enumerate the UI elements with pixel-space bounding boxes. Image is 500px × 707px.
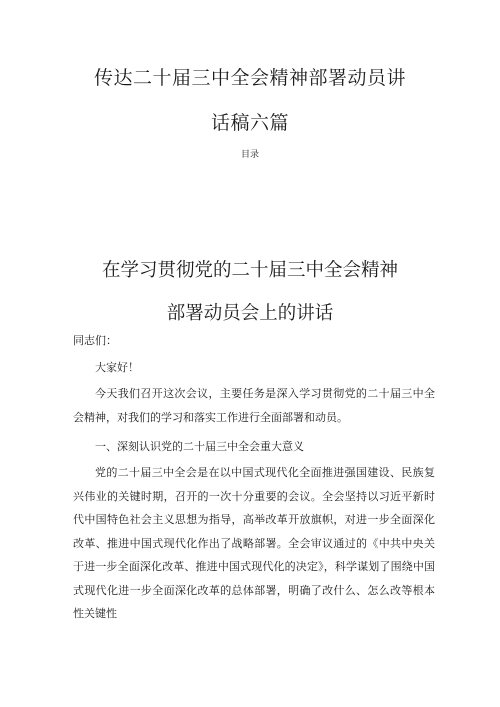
greeting: 大家好！ bbox=[95, 361, 139, 374]
document-title-line-1: 传达二十届三中全会精神部署动员讲 bbox=[93, 67, 406, 89]
speech-title-line-2: 部署动员会上的讲话 bbox=[166, 303, 334, 324]
document-title-line-2: 话稿六篇 bbox=[210, 112, 289, 134]
toc-label: 目录 bbox=[240, 150, 259, 160]
salutation: 同志们： bbox=[73, 334, 117, 347]
section-heading-1: 一、深刻认识党的二十届三中全会重大意义 bbox=[95, 440, 304, 453]
paragraph-significance: 党的二十届三中全会是在以中国式现代化全面推进强国建设、民族复兴伟业的关键时期，召开的一次十分重要的会议。全会坚持以习近平新时代中国特色社会主义思想为指导，高举改革开放旗帜，对进一步全面深化改革、推进中国式现代化作出了战略部署。全会审议通过的《中共中央关于进一步全面深化改革、推进中国式现代化的决定》，科学谋划了围绕中国式现代化进一步全面深化改革的总体部署，明确了改什么、怎么改等根本性关键性 bbox=[73, 466, 435, 620]
speech-title-line-1: 在学习贯彻党的二十届三中全会精神 bbox=[101, 260, 398, 281]
paragraph-opening: 今天我们召开这次会议，主要任务是深入学习贯彻党的二十届三中全会精神，对我们的学习和落实工作进行全面部署和动员。 bbox=[73, 387, 435, 424]
